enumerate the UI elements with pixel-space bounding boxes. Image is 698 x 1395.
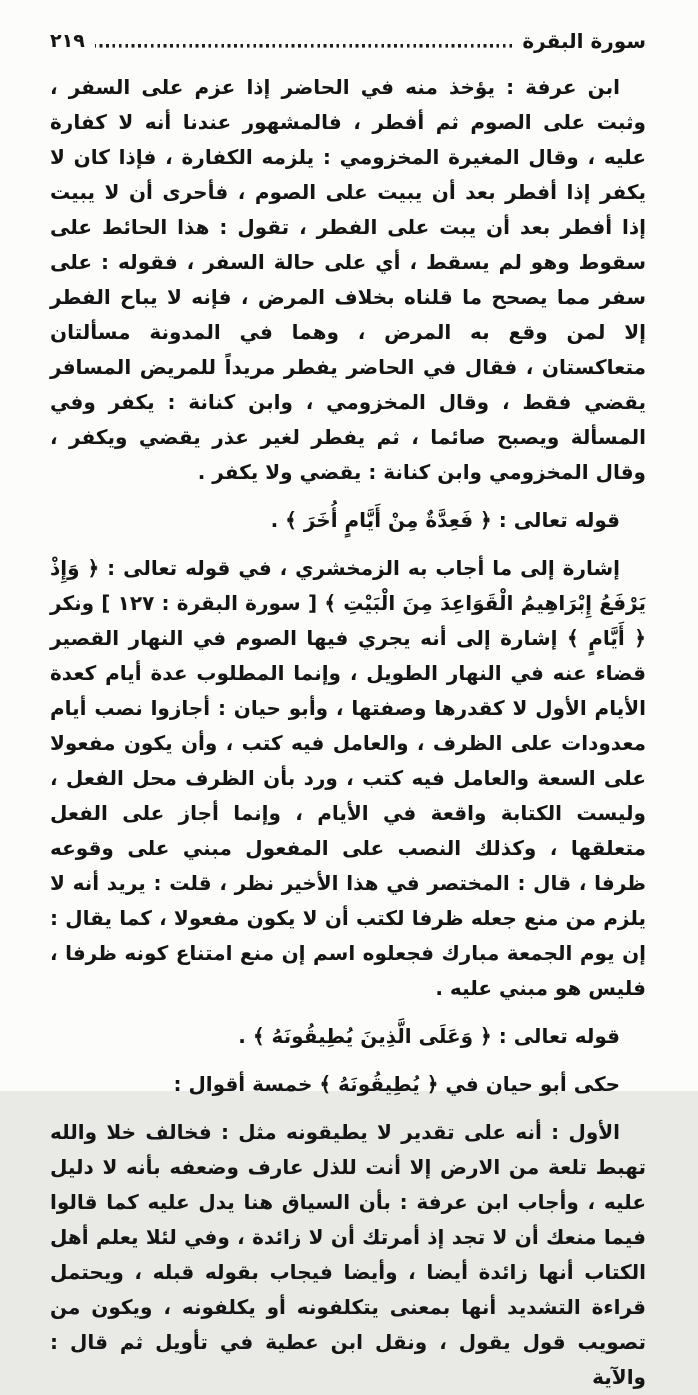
page-content bbox=[50, 70, 646, 1395]
page-header bbox=[50, 26, 646, 56]
paragraph-ibn-arafa-fasting: ابن عرفة : يؤخذ منه في الحاضر إذا عزم على السفر ، وثبت على الصوم ثم أفطر ، فالمشهور عندنا أنه لا كفارة عليه ، وقال المغيرة المخزومي : يلزمه الكفارة ، فإذا كان لا يكفر إذا أفطر بعد أن يبيت على الصوم ، فأحرى أن لا يبيت إذا أفطر بعد أن يبت على الفطر ، تقول : هذا الحائط على سقوط وهو لم يسقط ، أي على حالة السفر ، فقوله : على سفر مما يصحح ما قلناه بخلاف المرض ، فإنه لا يباح الفطر إلا لمن وقع به المرض ، وهما في المدونة مسألتان متعاكستان ، فقال في الحاضر يفطر مريداً للمريض المسافر يقضي فقط ، وقال المخزومي ، وابن كنانة : يكفر وفي المسألة ويصبح صائما ، ثم يفطر لغير عذر يقضي ويكفر ، وقال المخزومي وابن كنانة : يقضي ولا يكفر . bbox=[50, 75, 646, 484]
dotted-leader bbox=[95, 44, 513, 48]
quran-verse-line-faiddah: قوله تعالى : ﴿ فَعِدَّةٌ مِنْ أَيَّامٍ أُخَرَ ﴾ . bbox=[270, 508, 620, 532]
page-number: ٢١٩ bbox=[50, 30, 85, 52]
line-abu-hayyan-five-opinions: حكى أبو حيان في ﴿ يُطِيقُونَهُ ﴾ خمسة أقوال : bbox=[173, 1072, 620, 1096]
quran-verse-line-yutiqunahu: قوله تعالى : ﴿ وَعَلَى الَّذِينَ يُطِيقُونَهُ ﴾ . bbox=[238, 1024, 620, 1048]
paragraph-first-opinion: الأول : أنه على تقدير لا يطيقونه مثل : فخالف خلا والله تهبط تلعة من الارض إلا أنت للذل عارف وضعفه بأنه لا دليل عليه ، وأجاب ابن عرفة : بأن السياق هنا يدل عليه كما قالوا فيما منعك أن لا تجد إذ أمرتك أن لا زائدة ، وفي لئلا يعلم أهل الكتاب أنها زائدة أيضا ، وأيضا فيجاب بقوله قبله ، ويحتمل قراءة التشديد أنها بمعنى يتكلفونه أو يكلفونه ، ويكون من تصويب قول يقول ، ونقل ابن عطية في تأويل ثم قال : والآية bbox=[50, 1120, 646, 1389]
paragraph-zamakhshari-answer: إشارة إلى ما أجاب به الزمخشري ، في قوله تعالى : ﴿ وَإِذْ يَرْفَعُ إِبْرَاهِيمُ الْقَوَاعِدَ مِنَ الْبَيْتِ ﴾ [ سورة البقرة : ١٢٧ ] ونكر ﴿ أَيَّامٍ ﴾ إشارة إلى أنه يجري فيها الصوم في النهار القصير قضاء عنه في النهار الطويل ، وإنما المطلوب عدة أيام كعدة الأيام الأول لا كقدرها وصفتها ، وأبو حيان : أجازوا نصب أيام معدودات على الظرف ، والعامل فيه كتب ، وأن يكون مفعولا على السعة والعامل فيه كتب ، ورد بأن الظرف محل الفعل ، وليست الكتابة واقعة في الأيام ، وإنما أجاز على الفعل متعلقها ، وكذلك النصب على المفعول مبني على وقوعه ظرفا ، قال : المختصر في هذا الأخير نظر ، قلت : يريد أنه لا يلزم من منع جعله ظرفا لكتب أن لا يكون مفعولا ، كما يقال : إن يوم الجمعة مبارك فجعلوه اسم إن منع امتناع كونه ظرفا ، فليس هو مبني عليه . bbox=[50, 556, 646, 1000]
surah-title: سورة البقرة bbox=[522, 29, 646, 53]
